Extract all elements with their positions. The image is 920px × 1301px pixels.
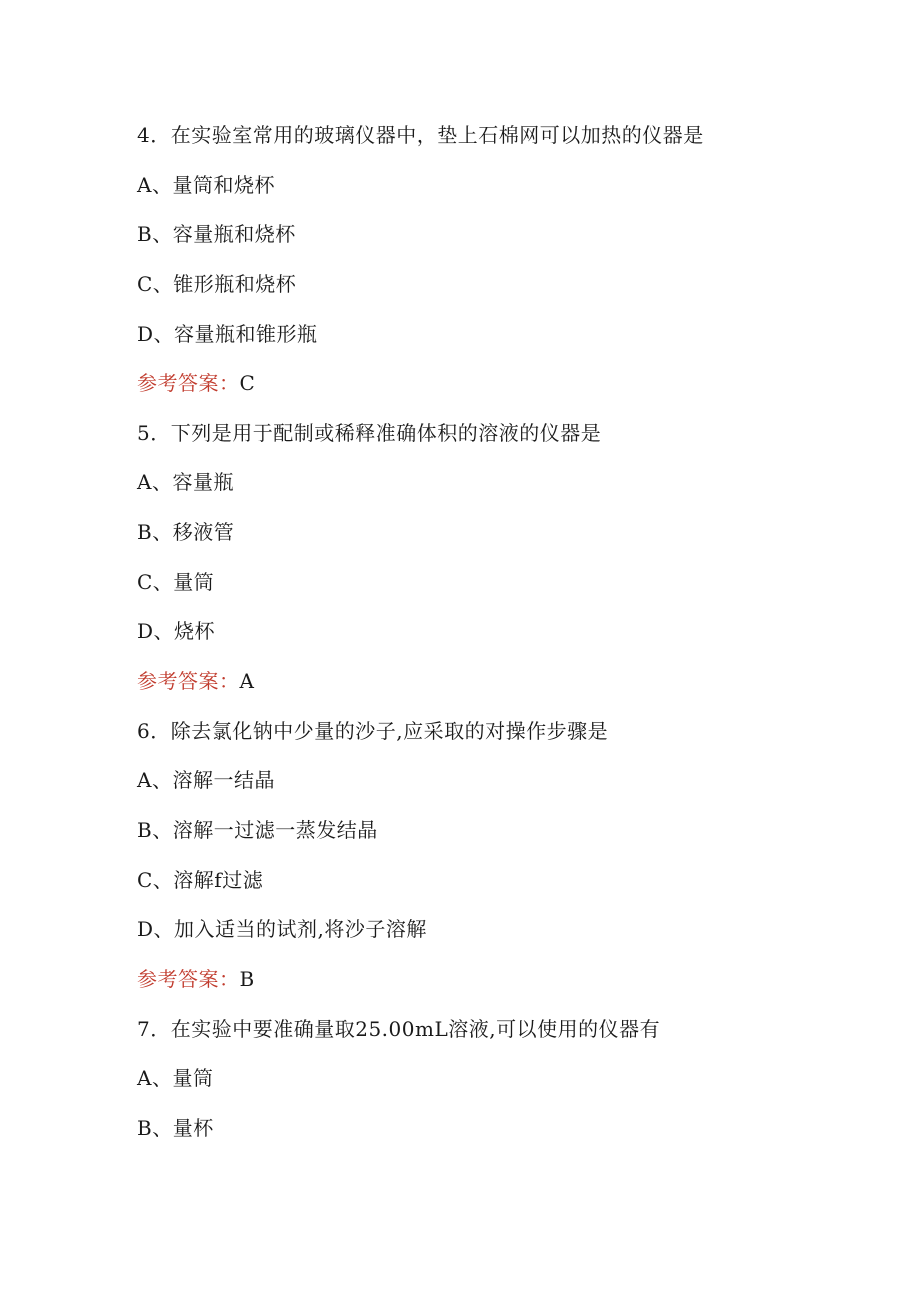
answer-value: A	[239, 669, 255, 693]
question-6-option-b: B、溶解一过滤一蒸发结晶	[137, 818, 378, 842]
question-4-option-c: C、锥形瓶和烧杯	[137, 272, 297, 296]
question-5-option-c: C、量筒	[137, 570, 215, 594]
question-5-answer	[137, 667, 254, 695]
question-4-stem: 4．在实验室常用的玻璃仪器中，垫上石棉网可以加热的仪器是	[137, 123, 704, 147]
question-4-answer	[137, 369, 255, 397]
question-4-option-d: D、容量瓶和锥形瓶	[137, 322, 318, 346]
question-5-option-a: A、容量瓶	[137, 470, 234, 494]
question-4-option-a: A、量筒和烧杯	[137, 173, 275, 197]
question-6-answer	[137, 965, 255, 993]
question-5-stem: 5．下列是用于配制或稀释准确体积的溶液的仪器是	[137, 421, 602, 445]
answer-value: B	[239, 967, 255, 991]
question-5-option-b: B、移液管	[137, 520, 235, 544]
question-4-option-b: B、容量瓶和烧杯	[137, 222, 296, 246]
answer-value: C	[239, 371, 256, 395]
answer-label: 参考答案：	[137, 371, 240, 395]
answer-label: 参考答案：	[137, 669, 240, 693]
question-7-option-a: A、量筒	[137, 1066, 214, 1090]
question-7-stem: 7．在实验中要准确量取25.00mL溶液,可以使用的仪器有	[137, 1017, 661, 1041]
question-6-stem: 6．除去氯化钠中少量的沙子,应采取的对操作步骤是	[137, 719, 609, 743]
answer-label: 参考答案：	[137, 967, 240, 991]
question-6-option-d: D、加入适当的试剂,将沙子溶解	[137, 917, 427, 941]
question-7-option-b: B、量杯	[137, 1116, 214, 1140]
question-6-option-c: C、溶解f过滤	[137, 868, 264, 892]
question-5-option-d: D、烧杯	[137, 619, 216, 643]
question-6-option-a: A、溶解一结晶	[137, 768, 275, 792]
